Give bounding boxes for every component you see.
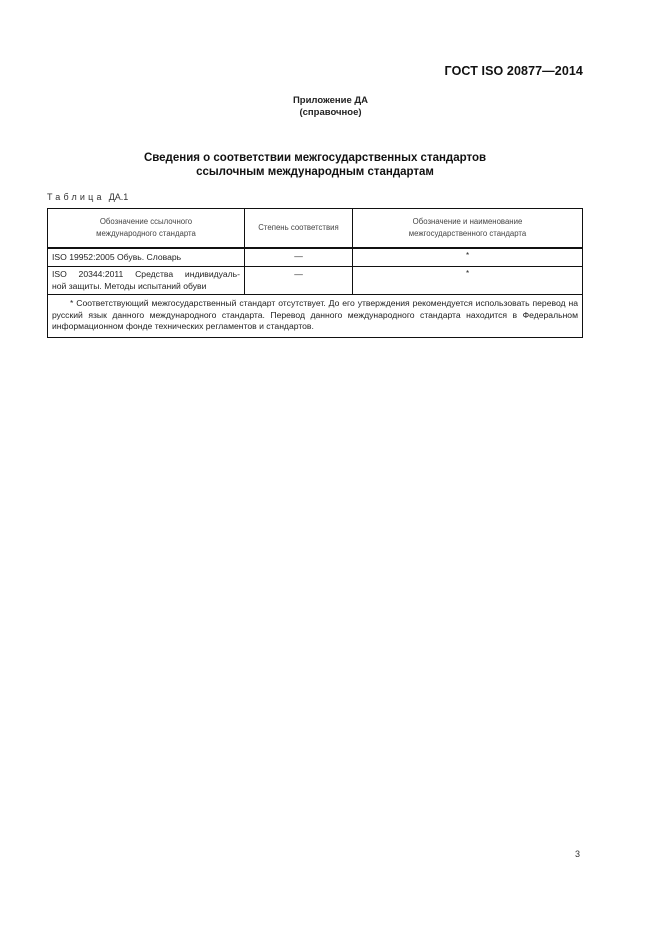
cell-degree-of-conformity: —: [245, 267, 353, 295]
cell-line: ISO 20344:2011 Средства индивидуаль-: [52, 269, 240, 279]
page-number: 3: [575, 849, 581, 859]
table-footnote: * Соответствующий межгосударственный стандарт отсутствует. До его утверждения рекомендуется использовать перевод на русский язык данного международного стандарта. Перевод данного международного стандарта находится в Федеральном информационном фонде технических регламентов и стандартов.: [52, 298, 578, 332]
table-caption-label: Таблица: [47, 192, 105, 202]
table-caption-number: ДА.1: [108, 192, 129, 202]
document-code: ГОСТ ISO 20877—2014: [444, 64, 583, 78]
header-line: международного стандарта: [96, 229, 196, 238]
table-row: [48, 267, 583, 295]
cell-interstate-standard: *: [353, 248, 583, 267]
header-line: межгосударственного стандарта: [408, 229, 527, 238]
header-line: Обозначение ссылочного: [99, 217, 193, 226]
appendix-subtitle: (справочное): [299, 107, 362, 118]
cell-line: ной защиты. Методы испытаний обуви: [52, 280, 207, 291]
cell-degree-of-conformity: —: [245, 248, 353, 267]
appendix-title: Приложение ДА: [292, 95, 369, 106]
cell-interstate-standard: *: [353, 267, 583, 295]
header-line: Обозначение и наименование: [412, 217, 523, 226]
cell-reference-standard: ISO 19952:2005 Обувь. Словарь: [48, 248, 245, 267]
table-header-row: [48, 209, 583, 249]
section-title-line-1: Сведения о соответствии межгосударственных стандартов: [143, 152, 487, 164]
section-title-line-2: ссылочным международным стандартам: [196, 166, 434, 178]
column-header-degree-of-conformity: [245, 209, 353, 249]
table-caption: [47, 192, 128, 202]
column-header-reference-standard: [48, 209, 245, 249]
column-header-interstate-standard: [353, 209, 583, 249]
table-row: [48, 248, 583, 267]
appendix-heading: [0, 95, 661, 119]
cell-reference-standard: [48, 267, 245, 295]
header-line: Степень соответствия: [258, 223, 339, 232]
conformity-table: [47, 208, 583, 338]
table-footnote-row: [48, 295, 583, 338]
section-title: [0, 151, 630, 179]
table-footnote-cell: [48, 295, 583, 338]
